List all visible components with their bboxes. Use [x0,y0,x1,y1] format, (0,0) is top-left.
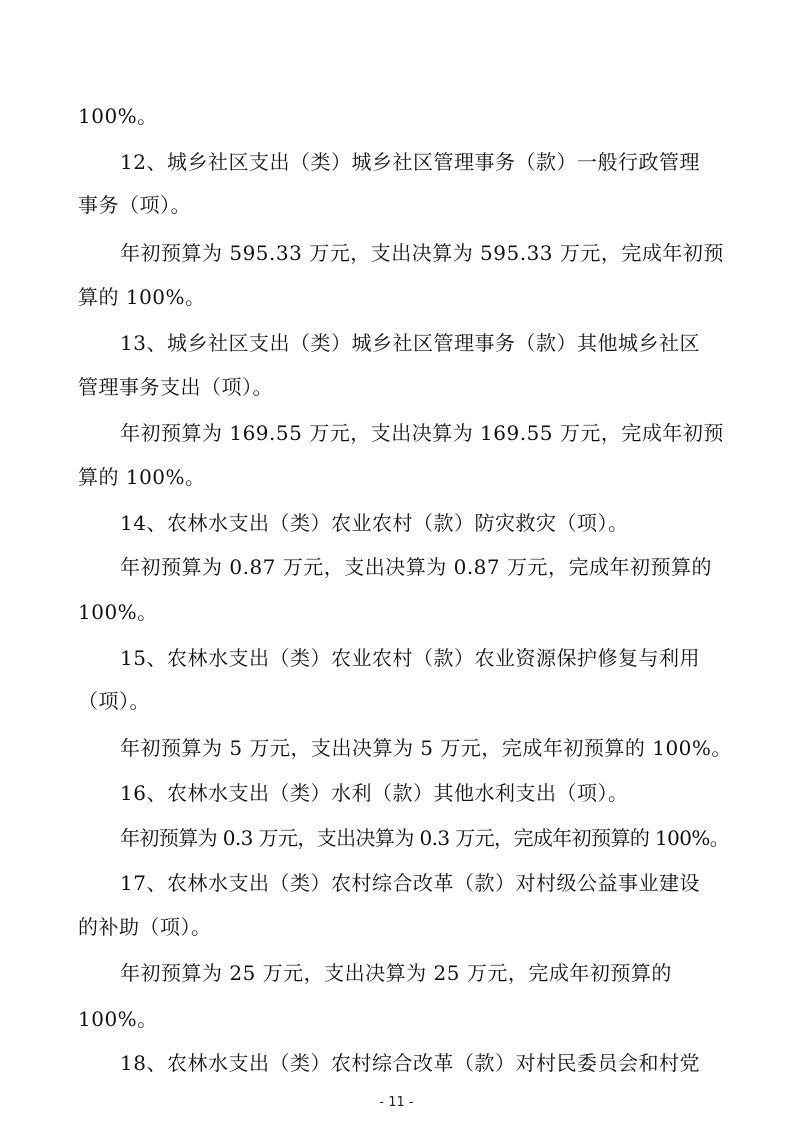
text-line: 事务（项）。 [78,193,191,217]
text-line: 算的 100%。 [78,285,206,309]
text-line: 管理事务支出（项）。 [78,375,273,399]
text-line: 的补助（项）。 [78,915,212,939]
item-heading-12: 12、城乡社区支出（类）城乡社区管理事务（款）一般行政管理 [120,150,700,174]
item-heading-14: 14、农林水支出（类）农业农村（款）防灾救灾（项）。 [120,511,629,535]
item-heading-15: 15、农林水支出（类）农业农村（款）农业资源保护修复与利用 [120,646,700,670]
text-line: 年初预算为 25 万元，支出决算为 25 万元，完成年初预算的 [120,961,672,985]
item-heading-16: 16、农林水支出（类）水利（款）其他水利支出（项）。 [120,781,629,805]
text-line: 100%。 [78,104,158,128]
text-line: 算的 100%。 [78,465,206,489]
text-line: 100%。 [78,1007,158,1031]
text-line: 年初预算为 595.33 万元，支出决算为 595.33 万元，完成年初预 [120,241,724,265]
text-line: 年初预算为 5 万元，支出决算为 5 万元，完成年初预算的 100%。 [120,736,732,760]
text-line: 年初预算为 169.55 万元，支出决算为 169.55 万元，完成年初预 [120,421,724,445]
page-number: - 11 - [379,1095,414,1110]
text-line: 年初预算为 0.87 万元，支出决算为 0.87 万元，完成年初预算的 [120,555,712,579]
item-heading-17: 17、农林水支出（类）农村综合改革（款）对村级公益事业建设 [120,871,700,895]
text-line: 100%。 [78,600,158,624]
item-heading-13: 13、城乡社区支出（类）城乡社区管理事务（款）其他城乡社区 [120,331,700,355]
item-heading-18: 18、农林水支出（类）农村综合改革（款）对村民委员会和村党 [120,1051,700,1075]
text-line: （项）。 [78,689,150,713]
text-line: 年初预算为 0.3 万元，支出决算为 0.3 万元，完成年初预算的 100%。 [120,826,730,850]
